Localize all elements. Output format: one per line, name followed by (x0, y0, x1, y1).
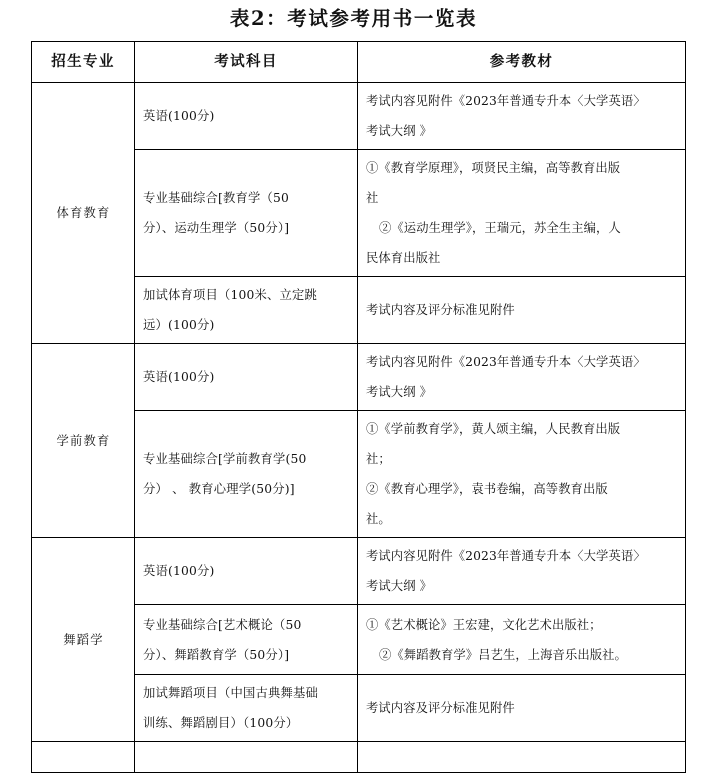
reference-book-line: ②《舞蹈教育学》吕艺生，上海音乐出版社。 (379, 647, 627, 662)
subject-line: 分） 、 教育心理学(50分)] (143, 482, 295, 496)
table-row (32, 83, 686, 150)
reference-books-cell (358, 538, 686, 605)
reference-book-line: 社； (366, 452, 391, 466)
subject-line: 远）(100分) (143, 318, 215, 332)
subject-cell (135, 538, 358, 605)
subject-line: 分）、舞蹈教育学（50分）] (143, 647, 290, 662)
reference-book-line: ②《运动生理学》，王瑞元，苏全生主编，人 (379, 221, 621, 235)
subject-cell (135, 150, 358, 277)
table-header-row (32, 42, 686, 83)
table-row-partial (32, 742, 686, 773)
subject-cell (135, 83, 358, 150)
reference-book-line: ①《教育学原理》，项贤民主编，高等教育出版 (366, 161, 621, 175)
table-body (32, 83, 686, 773)
reference-books-cell (358, 83, 686, 150)
reference-book-line: 考试内容见附件《2023年普通专升本〈大学英语〉 (366, 94, 646, 108)
reference-books-cell (358, 411, 686, 538)
reference-book-line: 考试大纲 》 (366, 579, 432, 593)
reference-books-cell (358, 344, 686, 411)
subject-cell (135, 675, 358, 742)
table-row (32, 538, 686, 605)
reference-book-line: 社 (366, 191, 379, 205)
column-header-subject: 考试科目 (135, 42, 358, 83)
reference-books-cell (358, 150, 686, 277)
subject-line: 专业基础综合[艺术概论（50 (143, 617, 302, 632)
major-name-cell: 体育教育 (32, 83, 135, 344)
reference-book-line: ②《教育心理学》，袁书卷编，高等教育出版 (366, 482, 608, 496)
partial-cell (32, 742, 135, 773)
major-name-cell: 舞蹈学 (32, 538, 135, 742)
subject-cell (135, 605, 358, 675)
partial-cell (135, 742, 358, 773)
exam-reference-table (31, 41, 686, 773)
column-header-books: 参考教材 (358, 42, 686, 83)
reference-books-cell (358, 675, 686, 742)
page-title: 表2：考试参考用书一览表 (229, 7, 478, 30)
reference-book-line: 社。 (366, 512, 391, 526)
reference-book-line: ①《学前教育学》，黄人颂主编，人民教育出版 (366, 422, 621, 436)
reference-book-line: 考试大纲 》 (366, 385, 432, 399)
column-header-major: 招生专业 (32, 42, 135, 83)
table-row (32, 344, 686, 411)
subject-line: 专业基础综合[学前教育学(50 (143, 452, 307, 466)
reference-book-line: 考试内容见附件《2023年普通专升本〈大学英语〉 (366, 549, 646, 563)
subject-line: 英语(100分) (143, 109, 215, 123)
reference-books-cell (358, 605, 686, 675)
subject-cell (135, 344, 358, 411)
reference-books-cell (358, 277, 686, 344)
reference-book-line: 考试内容及评分标准见附件 (366, 701, 515, 715)
subject-line: 加试体育项目（100米、立定跳 (143, 288, 318, 302)
reference-book-line: ①《艺术概论》王宏建，文化艺术出版社； (366, 617, 602, 632)
subject-line: 英语(100分) (143, 370, 215, 384)
partial-cell (358, 742, 686, 773)
subject-line: 专业基础综合[教育学（50 (143, 191, 290, 205)
subject-cell (135, 277, 358, 344)
major-name-cell: 学前教育 (32, 344, 135, 538)
subject-line: 训练、舞蹈剧目）（100分） (143, 716, 299, 730)
subject-line: 加试舞蹈项目（中国古典舞基础 (143, 686, 318, 700)
subject-line: 分）、运动生理学（50分）] (143, 221, 290, 235)
reference-book-line: 考试内容见附件《2023年普通专升本〈大学英语〉 (366, 355, 646, 369)
reference-book-line: 考试内容及评分标准见附件 (366, 303, 515, 317)
reference-book-line: 民体育出版社 (366, 251, 441, 265)
subject-line: 英语(100分) (143, 564, 215, 578)
subject-cell (135, 411, 358, 538)
reference-book-line: 考试大纲 》 (366, 124, 432, 138)
exam-reference-table-wrapper (31, 41, 685, 773)
